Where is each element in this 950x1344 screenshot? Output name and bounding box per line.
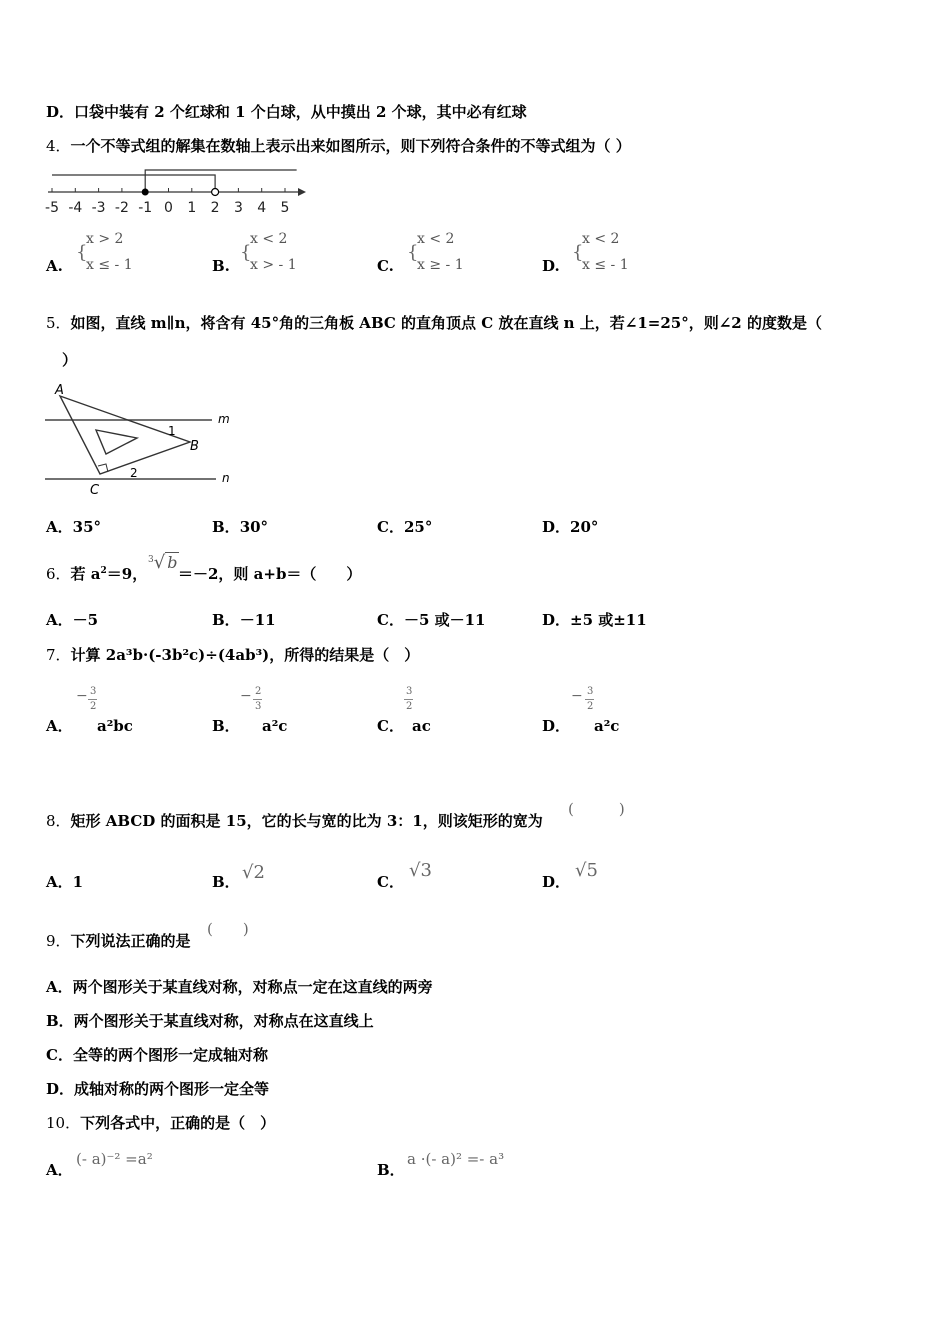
q6-c-label: C． (377, 611, 404, 629)
q5-stem: 如图，直线 m∥n，将含有 45°角的三角板 ABC 的直角顶点 C 放在直线 n 上，若∠1=25°，则∠2 的度数是（ (70, 314, 822, 332)
label-b: B (190, 439, 199, 454)
q3-option-d: D．口袋中装有 2 个红球和 1 个白球，从中摸出 2 个球，其中必有红球 (46, 103, 527, 121)
q4-stem: 一个不等式组的解集在数轴上表示出来如图所示，则下列符合条件的不等式组为（ ） (70, 137, 631, 155)
q5-option-c (377, 517, 432, 537)
q6-a-value: －5 (72, 611, 99, 629)
q7-d-sign: − (571, 688, 583, 704)
q4-b-line2: x > - 1 (250, 257, 297, 273)
label-angle1: 1 (168, 424, 176, 438)
q5-a-label: A． (46, 518, 73, 536)
axis-arrow (298, 188, 306, 196)
q4-option-b-label: B. (212, 257, 230, 275)
q4-d-line2: x ≤ - 1 (582, 257, 629, 273)
label-m: m (218, 412, 230, 426)
q5-b-value: 30° (239, 518, 269, 536)
q4-b-line1: x < 2 (250, 231, 288, 247)
q5-c-value: 25° (403, 518, 433, 536)
axis-tick-label: -5 (45, 200, 59, 216)
q4-option-b-brace: { (240, 242, 252, 263)
q5-b-label: B． (212, 518, 240, 536)
q4-option-a-label: A. (46, 257, 63, 275)
axis-tick-label: 5 (280, 200, 290, 216)
q4-option-d-brace: { (572, 242, 584, 263)
q10-option-a-label: A． (46, 1161, 73, 1179)
axis-tick-label: 3 (233, 200, 243, 216)
q6-root-index: 3 (148, 555, 154, 565)
q8-paren: ( ) (568, 800, 625, 818)
q8-option-c-label: C． (377, 873, 404, 891)
axis-tick-label: -3 (91, 200, 106, 216)
q8-b-value: √2 (242, 862, 265, 883)
q6-question: 6．若 $a^2=9$， (46, 565, 148, 583)
q10-stem: 下列各式中，正确的是（ ） (80, 1114, 276, 1132)
q9-option-b: B．两个图形关于某直线对称，对称点在这直线上 (46, 1012, 374, 1030)
axis-tick-label: -4 (68, 200, 83, 216)
q5-a-value: 35° (72, 518, 102, 536)
q7-d-den: 2 (587, 701, 594, 712)
q5-c-label: C． (377, 518, 404, 536)
solid-point (142, 189, 149, 196)
label-angle2: 2 (130, 466, 138, 480)
q7-a-den: 2 (90, 701, 97, 712)
q9-stem: 下列说法正确的是 (70, 932, 191, 950)
q6-b-label: B． (212, 611, 240, 629)
q8-option-a (46, 872, 83, 892)
axis-tick-labels (45, 200, 289, 216)
q7-option-b-label: B． (212, 717, 240, 735)
q6-option-b (212, 610, 276, 630)
axis-tick-label: -2 (114, 200, 129, 216)
q6-c-value: －5 或－11 (403, 611, 486, 629)
q6-d-value: ±5 或±11 (570, 611, 647, 629)
q4-option-d-label: D. (542, 257, 560, 275)
q6-number: 6． (46, 565, 71, 583)
q5-option-b (212, 517, 268, 537)
q4-a-line2: x ≤ - 1 (86, 257, 133, 273)
q5-number: 5． (46, 314, 71, 332)
q8-stem: 矩形 ABCD 的面积是 15，它的长与宽的比为 3：1，则该矩形的宽为 (70, 812, 543, 830)
q7-b-sign: − (240, 688, 252, 704)
q7-stem: 计算 2a³b·(-3b²c)÷(4ab³)，所得的结果是（ ） (70, 646, 420, 664)
q4-question (46, 136, 631, 156)
inner-triangle (96, 430, 137, 454)
q6-a-label: A． (46, 611, 73, 629)
q6-b-value: －11 (239, 611, 276, 629)
q10-a-expr: (- a)⁻² =a² (76, 1150, 153, 1168)
q8-option-b-label: B． (212, 873, 240, 891)
q7-c-den: 2 (406, 701, 413, 712)
q7-b-fracbar (253, 699, 262, 700)
q9-option-c: C．全等的两个图形一定成轴对称 (46, 1046, 268, 1064)
q4-a-line1: x > 2 (86, 231, 124, 247)
q7-c-term: ac (412, 717, 431, 735)
right-angle-mark (98, 464, 108, 472)
q9-option-d: D．成轴对称的两个图形一定全等 (46, 1080, 270, 1098)
q5-option-d (542, 517, 598, 537)
q8-number: 8． (46, 812, 71, 830)
q9-paren: ( ) (207, 920, 249, 938)
solution-ray-hollow (52, 175, 215, 192)
q4-d-line1: x < 2 (582, 231, 620, 247)
q8-question (46, 811, 543, 831)
label-c: C (90, 483, 100, 498)
q6-option-d (542, 610, 647, 630)
axis-tick-label: -1 (138, 200, 153, 216)
q6-option-c (377, 610, 486, 630)
hollow-point (212, 189, 219, 196)
q9-question (46, 931, 191, 951)
q9-option-a: A．两个图形关于某直线对称，对称点一定在这直线的两旁 (46, 978, 433, 996)
q6-cube-root: $^3$√ b (148, 552, 178, 573)
q7-option-c-label: C． (377, 717, 404, 735)
q5-stem-end: ） (62, 351, 78, 369)
axis-tick-label: 2 (210, 200, 220, 216)
q8-d-value: √5 (575, 860, 598, 881)
q7-d-term: a²c (594, 717, 620, 735)
q7-question (46, 645, 419, 665)
q6-root-var: b (167, 553, 178, 572)
q7-option-a-label: A． (46, 717, 73, 735)
q7-option-d-label: D． (542, 717, 571, 735)
q7-a-fracbar (88, 699, 97, 700)
q4-c-line2: x ≥ - 1 (417, 257, 464, 273)
q4-option-a-system (86, 226, 133, 278)
q10-question (46, 1113, 275, 1133)
q8-a-value: 1 (72, 873, 84, 891)
q5-d-label: D． (542, 518, 571, 536)
q7-b-term: a²c (262, 717, 288, 735)
q4-number-line-figure (40, 160, 310, 216)
q7-b-den: 3 (255, 701, 262, 712)
q7-a-term: a²bc (97, 717, 133, 735)
q10-number: 10． (46, 1114, 81, 1132)
q7-c-num: 3 (406, 686, 413, 697)
q7-d-fracbar (585, 699, 594, 700)
q9-number: 9． (46, 932, 71, 950)
axis-tick-label: 0 (164, 200, 173, 216)
q4-c-line1: x < 2 (417, 231, 455, 247)
q8-a-label: A． (46, 873, 73, 891)
q4-option-c-label: C. (377, 257, 394, 275)
q10-option-b-label: B． (377, 1161, 405, 1179)
q7-b-num: 2 (255, 686, 262, 697)
axis-ticks (52, 188, 285, 192)
axis-tick-label: 4 (257, 200, 267, 216)
q4-option-b-system (250, 226, 297, 278)
solution-ray-solid (145, 170, 296, 192)
q5-option-a (46, 517, 101, 537)
q5-question (46, 313, 822, 333)
q7-a-sign: − (76, 688, 88, 704)
q8-option-d-label: D． (542, 873, 571, 891)
q7-number: 7． (46, 646, 71, 664)
q10-b-expr: a ·(- a)² =- a³ (407, 1150, 505, 1168)
q5-d-value: 20° (570, 518, 599, 536)
q7-c-fracbar (404, 699, 413, 700)
q4-number: 4． (46, 137, 71, 155)
q4-option-c-system (417, 226, 464, 278)
label-a: A (55, 383, 64, 398)
label-n: n (222, 471, 230, 485)
axis-tick-label: 1 (187, 200, 197, 216)
q6-stem-b: ＝9， (106, 565, 148, 583)
q7-a-num: 3 (90, 686, 97, 697)
q4-option-d-system (582, 226, 629, 278)
q4-option-a-brace: { (76, 242, 88, 263)
q6-stem-a: 若 a (70, 565, 101, 583)
q6-d-label: D． (542, 611, 571, 629)
q6-option-a (46, 610, 98, 630)
q4-option-c-brace: { (407, 242, 419, 263)
q7-d-num: 3 (587, 686, 594, 697)
q5-triangle-figure (40, 378, 240, 498)
q8-c-value: √3 (409, 860, 432, 881)
q6-stem-c: ＝－2，则 a+b＝（ ） (178, 565, 362, 583)
